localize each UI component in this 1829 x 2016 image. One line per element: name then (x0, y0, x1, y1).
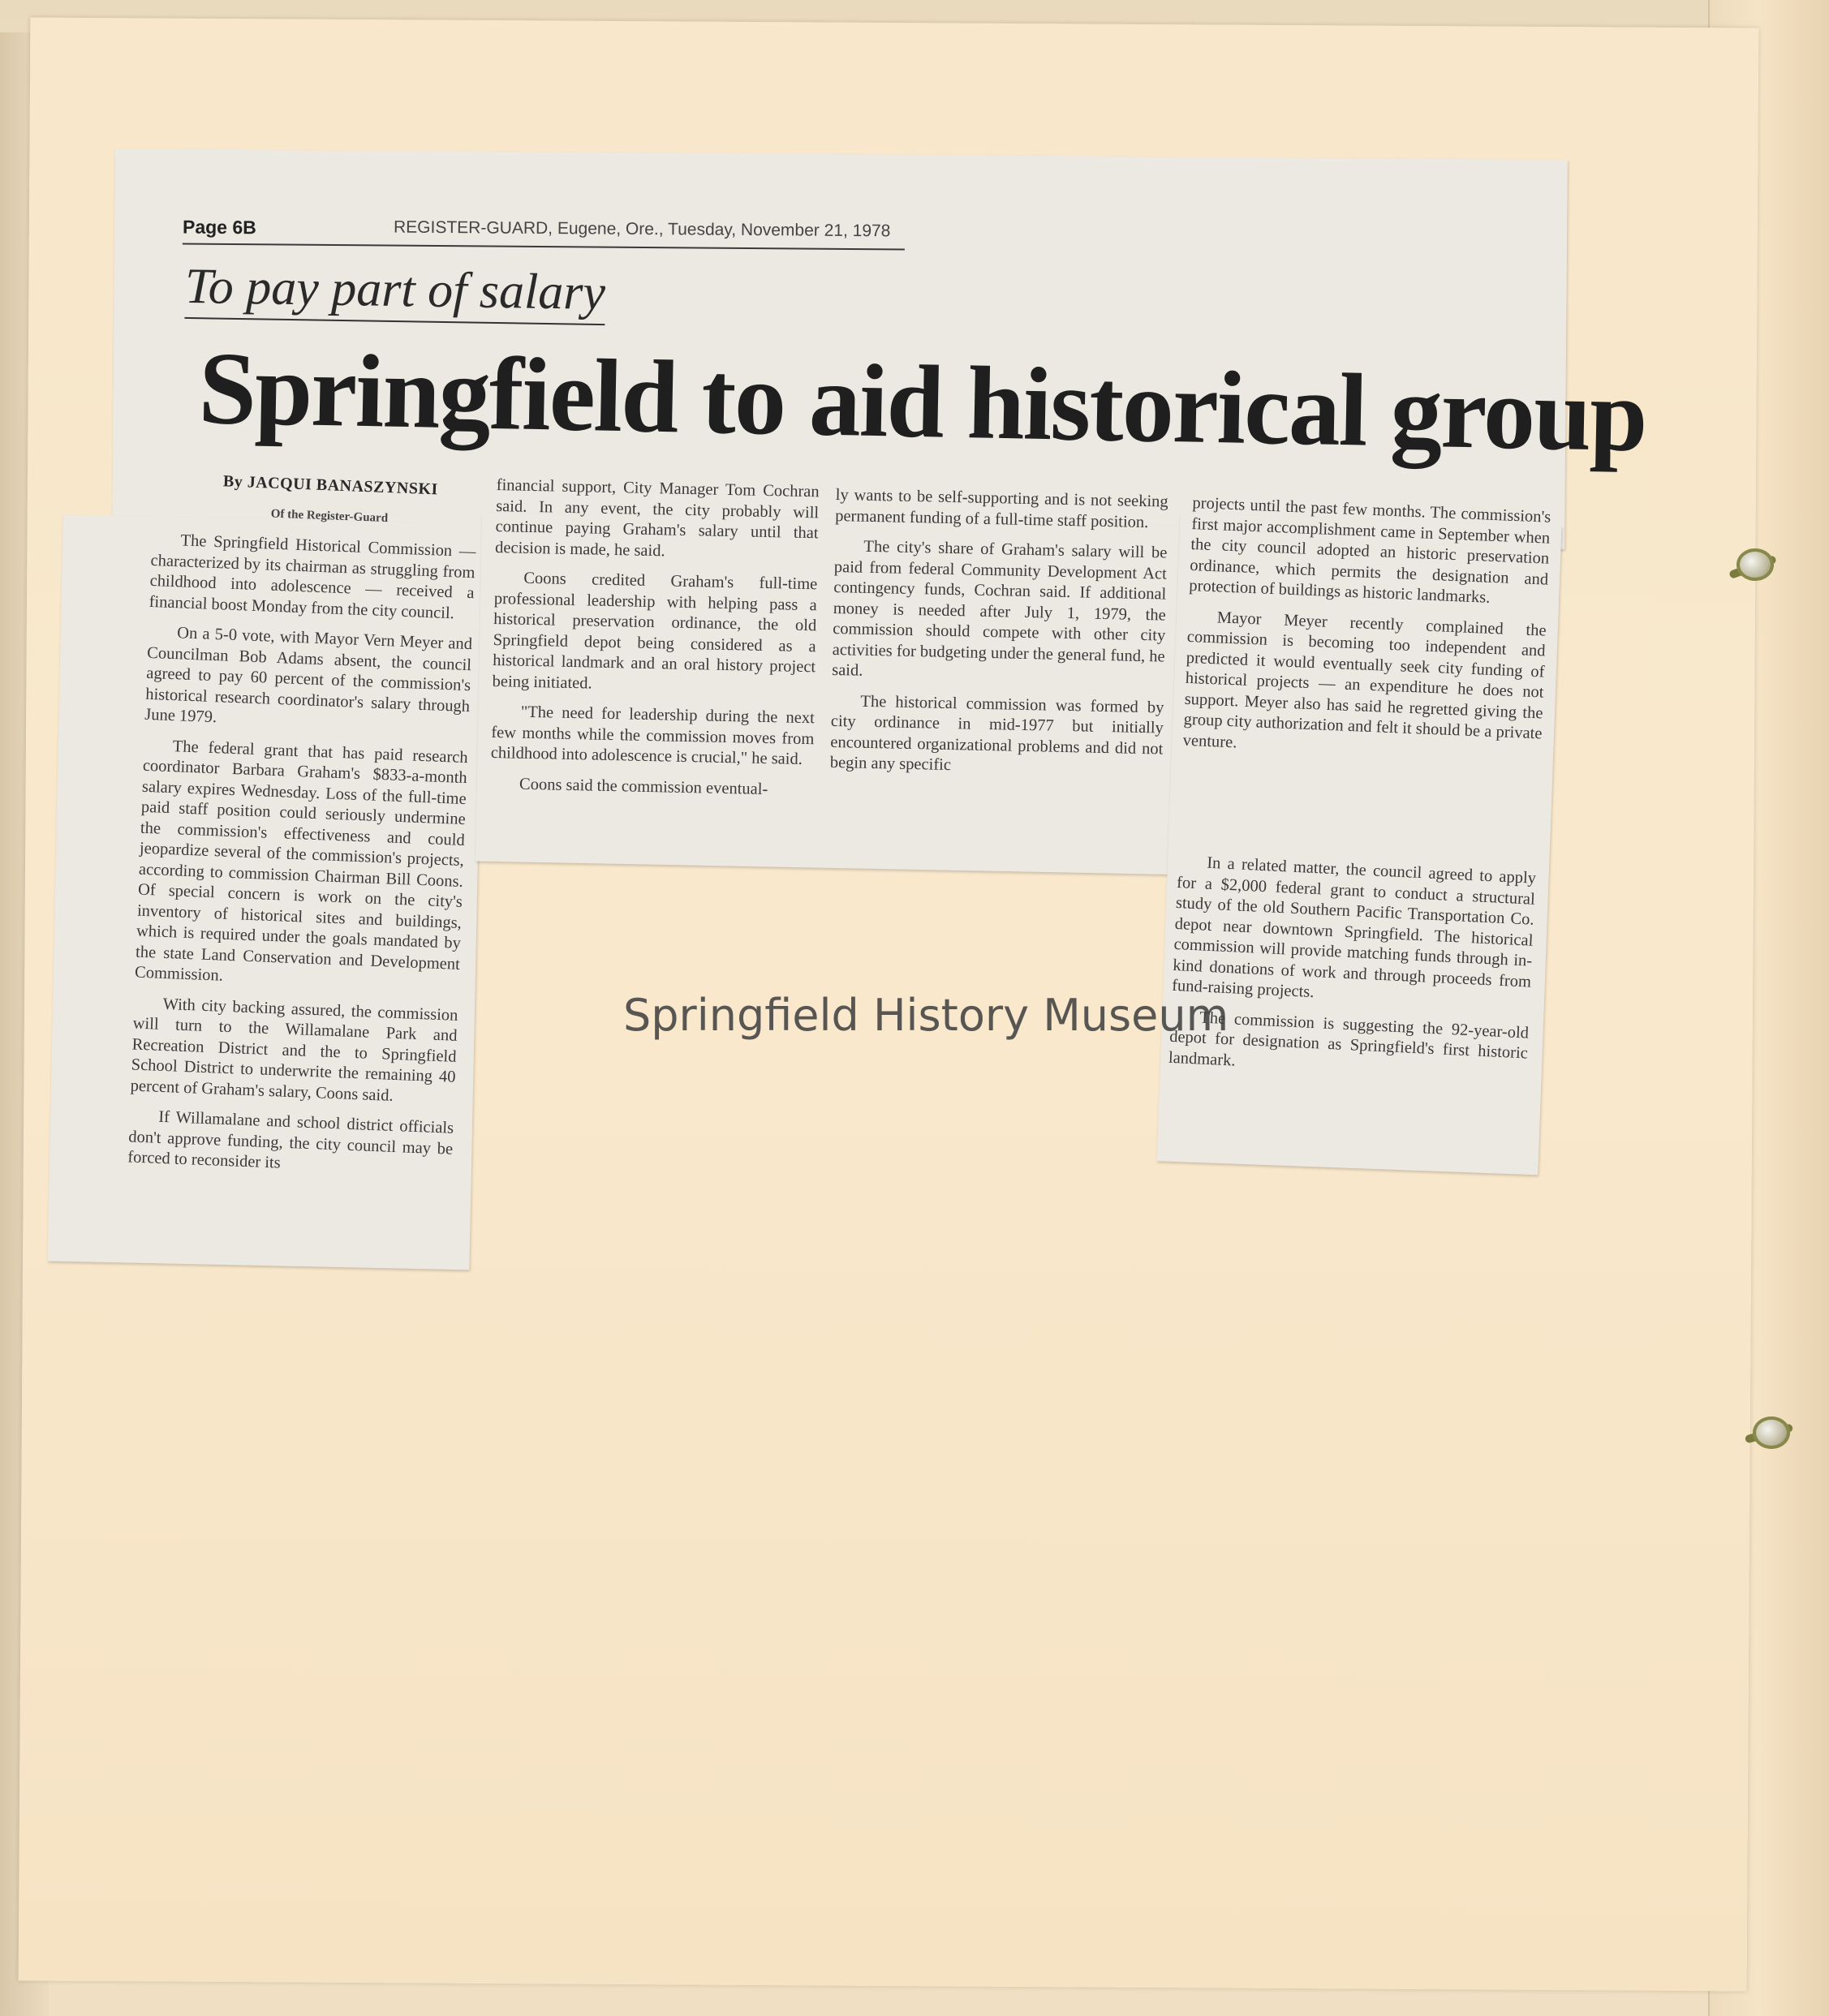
main-headline: Springfield to aid historical group (197, 330, 1647, 474)
paragraph: If Willamalane and school district officials don't approve funding, the city council may be forced to reconsider its (127, 1107, 454, 1172)
museum-watermark: Springfield History Museum (623, 990, 1229, 1041)
paragraph: projects until the past few months. The commission's first major accomplishment came in September when the city council adopted an historic preservation ordinance, which permits the designation and protection of buildings as historic landmarks. (1188, 493, 1551, 607)
article-column-3 (829, 485, 1168, 790)
paragraph: The city's share of Graham's salary will be paid from federal Community Development Act contingency funds, Cochran said. If additional money is needed after July 1, 1979, the commission should compete with other city activities for budgeting under the general fund, he said. (831, 537, 1168, 680)
paragraph: financial support, City Manager Tom Cochran said. In any event, the city probably will continue paying Graham's salary until that decision is made, he said. (494, 475, 820, 560)
byline-affiliation: Of the Register-Guard (270, 507, 389, 525)
paragraph: The federal grant that has paid research coordinator Barbara Graham's $833-a-month salary expires Wednesday. Loss of the full-time paid staff position could seriously undermine the commission's effectiveness and could jeopardize several of the commission's projects, according to commission Chairman Bill Coons. Of special concern is work on the city's inventory of historical sites and buildings, which is required under the goals mandated by the state Land Conservation and Development Commission. (134, 737, 469, 985)
article-column-4 (1182, 493, 1551, 775)
paragraph: On a 5-0 vote, with Mayor Vern Meyer and Councilman Bob Adams absent, the council agreed to pay 60 percent of the commission's historical research coordinator's salary through June 1979. (144, 624, 473, 727)
paragraph: Mayor Meyer recently complained the commission is becoming too independent and predicted it would eventually seek city funding of historical projects — an expenditure he does not support. Meyer also has said he regretted giving the group city authorization and felt it should be a private venture. (1182, 608, 1547, 751)
article-column-4-continued (1168, 852, 1537, 1095)
paragraph: The commission is suggesting the 92-year-old depot for designation as Springfield's first historic landmark. (1168, 1008, 1530, 1070)
article-column-2 (490, 475, 820, 810)
paragraph: With city backing assured, the commission will turn to the Willamalane Park and Recreation District and the to Springfield School District to underwrite the remaining 40 percent of Graham's salary, Coons said. (130, 995, 458, 1105)
byline: By JACQUI BANASZYNSKI (222, 472, 439, 499)
paragraph: "The need for leadership during the next few months while the commission moves from childhood into adolescence is crucial," he said. (490, 703, 816, 768)
paragraph: The historical commission was formed by city ordinance in mid-1977 but initially encountered organizational problems and did not begin any specific (829, 692, 1164, 775)
masthead: REGISTER-GUARD, Eugene, Ore., Tuesday, November 21, 1978 (393, 217, 891, 241)
binder-ring-icon (1736, 548, 1774, 581)
page-label: Page 6B (182, 216, 256, 239)
paragraph: In a related matter, the council agreed to apply for a $2,000 federal grant to conduct a structural study of the old Southern Pacific Transportation Co. depot near downtown Springfield. The historical commission will provide matching funds through in-kind donations of work and through proceeds from fund-raising projects. (1171, 853, 1537, 1002)
paragraph: Coons credited Graham's full-time professional leadership with helping pass a historical preservation ordinance, the old Springfield depot being considered as a historical landmark and an oral history project being initiated. (492, 569, 818, 693)
kicker-headline: To pay part of salary (184, 258, 605, 325)
article-column-1 (127, 469, 478, 1190)
paragraph: ly wants to be self-supporting and is not seeking permanent funding of a full-time staff position. (834, 485, 1168, 531)
paragraph: The Springfield Historical Commission — characterized by its chairman as struggling from childhood into adolescence — received a financial boost Monday from the city council. (148, 531, 476, 622)
newspaper-header (183, 217, 905, 251)
binder-ring-icon (1753, 1416, 1790, 1449)
paragraph: Coons said the commission eventual- (519, 775, 768, 798)
